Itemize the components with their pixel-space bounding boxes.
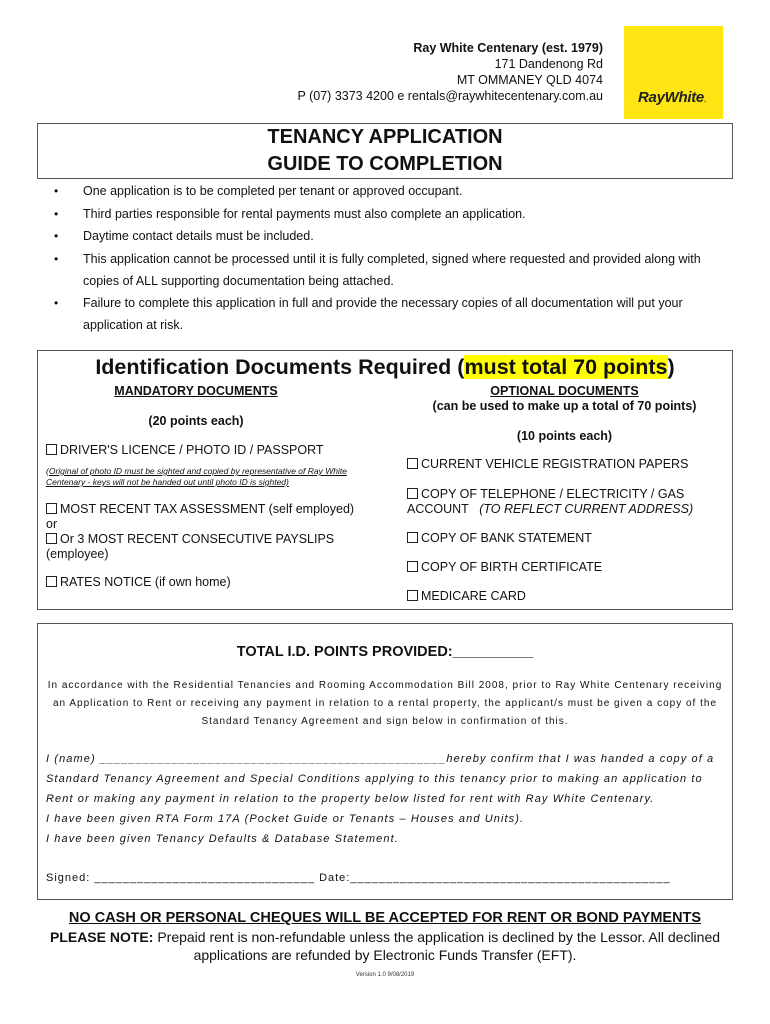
id-documents-heading	[37, 353, 733, 381]
agency-name: Ray White Centenary (est. 1979)	[413, 41, 603, 55]
optional-title: OPTIONAL DOCUMENTS	[490, 384, 639, 398]
tax-option	[46, 502, 366, 517]
bullet-item: • One application is to be completed per tenant or approved occupant.	[50, 180, 730, 202]
medicare-option	[407, 589, 722, 604]
mandatory-points: (20 points each)	[148, 414, 244, 428]
ray-white-logo	[624, 26, 723, 119]
agency-street: 171 Dandenong Rd	[494, 57, 603, 71]
note-text: Prepaid rent is non-refundable unless the application is declined by the Lessor. All declined applications are refunded by Electronic Funds Transfer (EFT).	[153, 929, 721, 963]
licence-note: (Original of photo ID must be sighted and copied by representative of Ray White Centenary - keys will not be handed out until photo ID is sighted)	[46, 466, 347, 487]
utility-label: COPY OF TELEPHONE / ELECTRICITY / GAS ACCOUNT	[407, 487, 685, 516]
rates-checkbox[interactable]	[46, 576, 57, 587]
utility-checkbox[interactable]	[407, 488, 418, 499]
birth-label: COPY OF BIRTH CERTIFICATE	[421, 560, 603, 574]
signature-date-line[interactable]: Signed: _______________________________ Date:_____________________________________________	[46, 872, 671, 884]
bullet-item: • Daytime contact details must be included.	[50, 225, 730, 247]
bank-checkbox[interactable]	[407, 532, 418, 543]
licence-checkbox[interactable]	[46, 444, 57, 455]
birth-option	[407, 560, 722, 575]
bank-option	[407, 531, 722, 546]
payslips-option	[46, 532, 336, 562]
medicare-checkbox[interactable]	[407, 590, 418, 601]
utility-note: (TO REFLECT CURRENT ADDRESS)	[479, 502, 694, 516]
rates-label: RATES NOTICE (if own home)	[60, 575, 231, 589]
rta-statement: I have been given RTA Form 17A (Pocket Guide or Tenants – Houses and Units).	[46, 813, 525, 825]
bank-label: COPY OF BANK STATEMENT	[421, 531, 592, 545]
mandatory-documents	[46, 383, 366, 590]
name-confirmation[interactable]: I (name) ________________________________________________hereby confirm that I was handed a copy of a Standard Tenancy Agreement and Special Conditions applying to this tenancy prior to making an application to Rent or making any payment in relation to the property below listed for rent with Ray White Centenary.	[46, 753, 715, 805]
bullet-item: • Third parties responsible for rental payments must also complete an application.	[50, 203, 730, 225]
optional-documents	[407, 383, 722, 604]
title-line-2: GUIDE TO COMPLETION	[267, 153, 503, 175]
no-cash-warning: NO CASH OR PERSONAL CHEQUES WILL BE ACCEPTED FOR RENT OR BOND PAYMENTS	[68, 910, 702, 926]
agency-address	[270, 40, 603, 104]
logo-mark: .	[703, 97, 706, 104]
rates-option	[46, 575, 366, 590]
id-heading-highlight: must total 70 points	[464, 355, 668, 379]
title-line-1: TENANCY APPLICATION	[267, 126, 503, 148]
tax-checkbox[interactable]	[46, 503, 57, 514]
licence-label: DRIVER'S LICENCE / PHOTO ID / PASSPORT	[60, 443, 324, 457]
utility-option	[407, 487, 722, 517]
id-heading-pre: Identification Documents Required (	[95, 355, 465, 379]
or-label: or	[46, 517, 58, 531]
accordance-statement: In accordance with the Residential Tenancies and Rooming Accommodation Bill 2008, prior to Ray White Centenary receiving an Application to Rent or receiving any payment in relation to a rental property, the applicant/s must be given a copy of the Standard Tenancy Agreement and sign below in confirmation of this.	[47, 680, 723, 727]
mandatory-title: MANDATORY DOCUMENTS	[114, 384, 278, 398]
vehicle-option	[407, 457, 722, 472]
total-points-field[interactable]: TOTAL I.D. POINTS PROVIDED:__________	[236, 644, 534, 660]
optional-points: (10 points each)	[516, 429, 613, 443]
medicare-label: MEDICARE CARD	[421, 589, 526, 603]
bullet-item: • Failure to complete this application in full and provide the necessary copies of all documentation will put your application at risk.	[50, 292, 730, 336]
vehicle-label: CURRENT VEHICLE REGISTRATION PAPERS	[421, 457, 689, 471]
agency-suburb: MT OMMANEY QLD 4074	[456, 73, 603, 87]
guide-bullet-list	[50, 180, 730, 337]
page-title	[37, 123, 733, 179]
birth-checkbox[interactable]	[407, 561, 418, 572]
logo-text: RayWhite	[638, 89, 704, 106]
defaults-statement: I have been given Tenancy Defaults & Database Statement.	[46, 833, 399, 845]
confirmation-statements	[46, 749, 726, 849]
payslips-label: Or 3 MOST RECENT CONSECUTIVE PAYSLIPS (employee)	[46, 532, 335, 561]
note-label: PLEASE NOTE:	[49, 929, 154, 945]
version-label: Version 1.0 9/08/2019	[355, 972, 415, 978]
vehicle-checkbox[interactable]	[407, 458, 418, 469]
please-note	[37, 928, 733, 964]
bullet-item: • This application cannot be processed until it is fully completed, signed where requested and provided along with copies of ALL supporting documentation being attached.	[50, 248, 730, 292]
id-heading-post: )	[667, 355, 675, 379]
licence-option	[46, 442, 366, 458]
optional-subtitle: (can be used to make up a total of 70 points)	[432, 399, 697, 413]
payslips-checkbox[interactable]	[46, 533, 57, 544]
tax-label: MOST RECENT TAX ASSESSMENT (self employed)	[60, 502, 355, 516]
agency-contact: P (07) 3373 4200 e rentals@raywhitecentenary.com.au	[297, 89, 603, 103]
